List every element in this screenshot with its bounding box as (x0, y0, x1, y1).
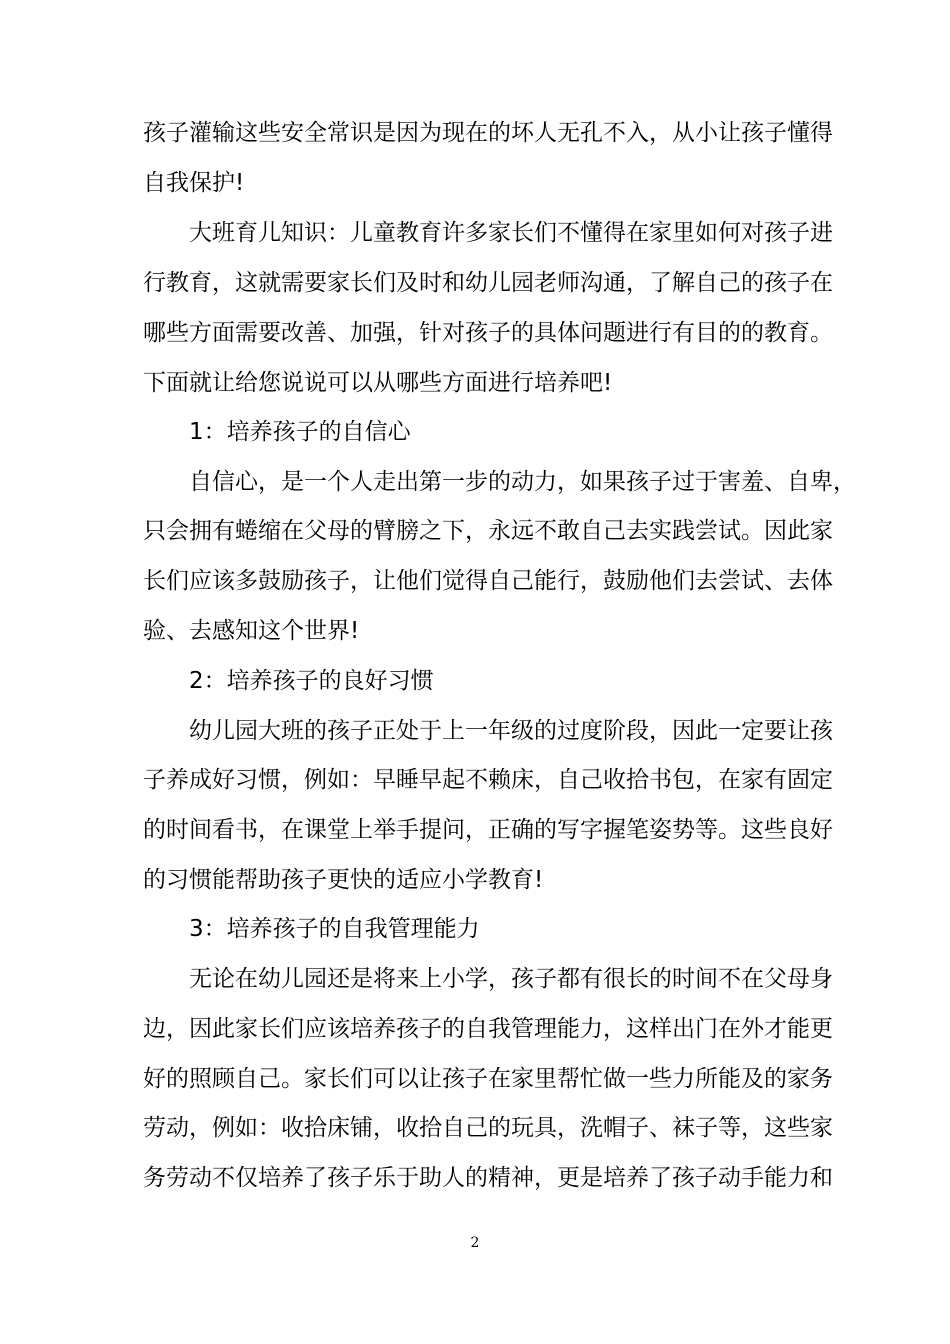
text-line: 下面就让给您说说可以从哪些方面进行培养吧! (143, 370, 613, 396)
page-number: 2 (470, 1235, 480, 1251)
text-line: 劳动，例如：收拾床铺，收拾自己的玩具，洗帽子、袜子等，这些家 (143, 1115, 833, 1141)
text-line: 自信心，是一个人走出第一步的动力，如果孩子过于害羞、自卑， (189, 469, 856, 495)
text-line: 好的照顾自己。家长们可以让孩子在家里帮忙做一些力所能及的家务 (143, 1066, 833, 1092)
text-line: 务劳动不仅培养了孩子乐于助人的精神，更是培养了孩子动手能力和 (143, 1165, 833, 1191)
text-line: 无论在幼儿园还是将来上小学，孩子都有很长的时间不在父母身 (189, 966, 833, 992)
section-heading: 2：培养孩子的良好习惯 (189, 668, 434, 694)
section-heading: 3：培养孩子的自我管理能力 (189, 916, 480, 942)
text-line: 验、去感知这个世界! (143, 618, 360, 644)
text-line: 的时间看书，在课堂上举手提问，正确的写字握笔姿势等。这些良好 (143, 817, 833, 843)
text-line: 孩子灌输这些安全常识是因为现在的坏人无孔不入，从小让孩子懂得 (143, 120, 833, 146)
text-line: 边，因此家长们应该培养孩子的自我管理能力，这样出门在外才能更 (143, 1016, 833, 1042)
text-line: 幼儿园大班的孩子正处于上一年级的过度阶段，因此一定要让孩 (189, 718, 833, 744)
section-heading: 1：培养孩子的自信心 (189, 419, 411, 445)
text-line: 只会拥有蜷缩在父母的臂膀之下，永远不敢自己去实践尝试。因此家 (143, 518, 833, 544)
text-line: 自我保护! (143, 170, 245, 196)
text-line: 的习惯能帮助孩子更快的适应小学教育! (143, 867, 544, 893)
text-line: 大班育儿知识：儿童教育许多家长们不懂得在家里如何对孩子进 (189, 220, 833, 246)
text-line: 哪些方面需要改善、加强，针对孩子的具体问题进行有目的的教育。 (143, 320, 833, 346)
text-line: 行教育，这就需要家长们及时和幼儿园老师沟通，了解自己的孩子在 (143, 270, 833, 296)
text-line: 长们应该多鼓励孩子，让他们觉得自己能行，鼓励他们去尝试、去体 (143, 568, 833, 594)
text-line: 子养成好习惯，例如：早睡早起不赖床，自己收拾书包，在家有固定 (143, 767, 833, 793)
